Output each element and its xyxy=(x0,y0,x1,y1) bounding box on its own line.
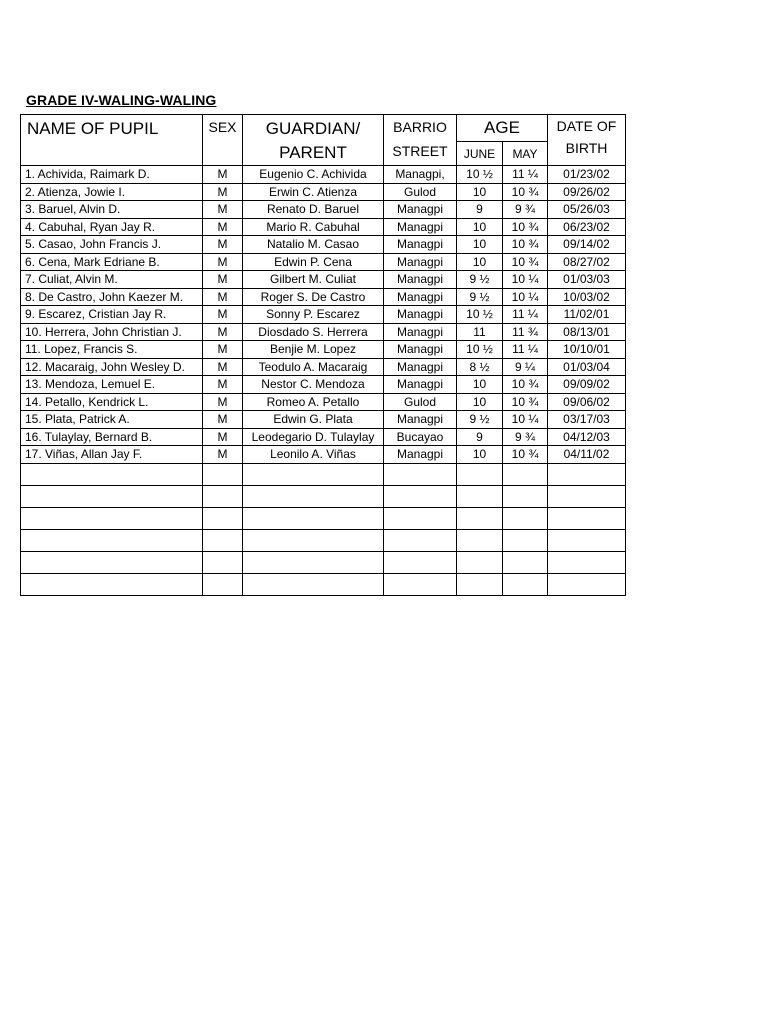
table-row xyxy=(21,201,626,219)
age-may-cell: 10 ¾ xyxy=(503,218,548,236)
sheet-title: GRADE IV-WALING-WALING xyxy=(26,92,217,108)
sex-cell: M xyxy=(203,358,243,376)
date-of-birth-cell: 08/27/02 xyxy=(548,253,626,271)
table-row xyxy=(21,183,626,201)
header-guardian-line2: PARENT xyxy=(279,143,347,162)
header-age-may: MAY xyxy=(503,142,548,166)
barrio-cell: Managpi xyxy=(384,253,457,271)
guardian-cell: Edwin G. Plata xyxy=(243,411,384,429)
header-guardian-parent xyxy=(243,115,384,166)
empty-cell xyxy=(548,463,626,485)
guardian-cell: Leodegario D. Tulaylay xyxy=(243,428,384,446)
barrio-cell: Managpi, xyxy=(384,166,457,184)
empty-cell xyxy=(503,551,548,573)
guardian-cell: Nestor C. Mendoza xyxy=(243,376,384,394)
barrio-cell: Managpi xyxy=(384,201,457,219)
empty-cell xyxy=(384,507,457,529)
barrio-cell: Gulod xyxy=(384,183,457,201)
empty-cell xyxy=(21,485,203,507)
age-june-cell: 8 ½ xyxy=(457,358,503,376)
age-june-cell: 9 xyxy=(457,201,503,219)
sex-cell: M xyxy=(203,428,243,446)
empty-row xyxy=(21,507,626,529)
empty-cell xyxy=(503,485,548,507)
barrio-cell: Managpi xyxy=(384,288,457,306)
age-june-cell: 10 xyxy=(457,236,503,254)
table-row xyxy=(21,446,626,464)
empty-cell xyxy=(243,573,384,595)
empty-cell xyxy=(457,551,503,573)
guardian-cell: Erwin C. Atienza xyxy=(243,183,384,201)
pupil-name-cell: 11. Lopez, Francis S. xyxy=(21,341,203,359)
barrio-cell: Managpi xyxy=(384,341,457,359)
age-june-cell: 9 xyxy=(457,428,503,446)
empty-cell xyxy=(203,507,243,529)
header-age: AGE xyxy=(457,115,548,142)
empty-row xyxy=(21,551,626,573)
sex-cell: M xyxy=(203,341,243,359)
age-may-cell: 10 ¾ xyxy=(503,446,548,464)
empty-cell xyxy=(384,463,457,485)
empty-cell xyxy=(21,463,203,485)
table-row xyxy=(21,341,626,359)
sex-cell: M xyxy=(203,411,243,429)
age-june-cell: 11 xyxy=(457,323,503,341)
empty-cell xyxy=(457,463,503,485)
empty-cell xyxy=(548,529,626,551)
age-june-cell: 10 xyxy=(457,376,503,394)
pupil-name-cell: 4. Cabuhal, Ryan Jay R. xyxy=(21,218,203,236)
barrio-cell: Managpi xyxy=(384,271,457,289)
sex-cell: M xyxy=(203,323,243,341)
age-june-cell: 10 ½ xyxy=(457,341,503,359)
table-row xyxy=(21,253,626,271)
barrio-cell: Managpi xyxy=(384,358,457,376)
date-of-birth-cell: 04/12/03 xyxy=(548,428,626,446)
empty-cell xyxy=(243,507,384,529)
empty-cell xyxy=(548,573,626,595)
sex-cell: M xyxy=(203,271,243,289)
date-of-birth-cell: 03/17/03 xyxy=(548,411,626,429)
age-may-cell: 11 ¼ xyxy=(503,306,548,324)
empty-row xyxy=(21,573,626,595)
pupil-name-cell: 5. Casao, John Francis J. xyxy=(21,236,203,254)
age-may-cell: 10 ¾ xyxy=(503,236,548,254)
age-june-cell: 9 ½ xyxy=(457,411,503,429)
pupil-name-cell: 16. Tulaylay, Bernard B. xyxy=(21,428,203,446)
sex-cell: M xyxy=(203,183,243,201)
table-row xyxy=(21,306,626,324)
guardian-cell: Benjie M. Lopez xyxy=(243,341,384,359)
empty-cell xyxy=(203,573,243,595)
age-june-cell: 10 ½ xyxy=(457,306,503,324)
empty-cell xyxy=(21,573,203,595)
guardian-cell: Natalio M. Casao xyxy=(243,236,384,254)
empty-cell xyxy=(384,551,457,573)
date-of-birth-cell: 09/06/02 xyxy=(548,393,626,411)
empty-cell xyxy=(384,573,457,595)
barrio-cell: Managpi xyxy=(384,306,457,324)
date-of-birth-cell: 06/23/02 xyxy=(548,218,626,236)
pupil-name-cell: 7. Culiat, Alvin M. xyxy=(21,271,203,289)
header-age-june: JUNE xyxy=(457,142,503,166)
table-row xyxy=(21,288,626,306)
barrio-cell: Bucayao xyxy=(384,428,457,446)
barrio-cell: Managpi xyxy=(384,446,457,464)
barrio-cell: Managpi xyxy=(384,411,457,429)
guardian-cell: Diosdado S. Herrera xyxy=(243,323,384,341)
empty-cell xyxy=(457,573,503,595)
age-june-cell: 10 xyxy=(457,446,503,464)
table-row xyxy=(21,323,626,341)
header-dob-line2: BIRTH xyxy=(565,140,608,156)
sex-cell: M xyxy=(203,376,243,394)
barrio-cell: Managpi xyxy=(384,236,457,254)
guardian-cell: Gilbert M. Culiat xyxy=(243,271,384,289)
sex-cell: M xyxy=(203,253,243,271)
date-of-birth-cell: 10/03/02 xyxy=(548,288,626,306)
sex-cell: M xyxy=(203,201,243,219)
guardian-cell: Renato D. Baruel xyxy=(243,201,384,219)
age-may-cell: 10 ¾ xyxy=(503,376,548,394)
date-of-birth-cell: 01/23/02 xyxy=(548,166,626,184)
pupil-roster-table xyxy=(20,114,626,596)
empty-cell xyxy=(243,485,384,507)
empty-cell xyxy=(203,529,243,551)
empty-cell xyxy=(457,529,503,551)
pupil-name-cell: 9. Escarez, Cristian Jay R. xyxy=(21,306,203,324)
table-row xyxy=(21,376,626,394)
pupil-name-cell: 10. Herrera, John Christian J. xyxy=(21,323,203,341)
guardian-cell: Teodulo A. Macaraig xyxy=(243,358,384,376)
age-may-cell: 10 ¾ xyxy=(503,253,548,271)
pupil-name-cell: 14. Petallo, Kendrick L. xyxy=(21,393,203,411)
table-row xyxy=(21,166,626,184)
empty-cell xyxy=(384,529,457,551)
header-name-of-pupil: NAME OF PUPIL xyxy=(21,115,203,166)
barrio-cell: Managpi xyxy=(384,323,457,341)
age-may-cell: 10 ¼ xyxy=(503,411,548,429)
header-sex: SEX xyxy=(203,115,243,166)
date-of-birth-cell: 04/11/02 xyxy=(548,446,626,464)
age-june-cell: 10 xyxy=(457,253,503,271)
empty-cell xyxy=(243,463,384,485)
pupil-name-cell: 1. Achivida, Raimark D. xyxy=(21,166,203,184)
age-may-cell: 11 ¼ xyxy=(503,166,548,184)
guardian-cell: Edwin P. Cena xyxy=(243,253,384,271)
empty-cell xyxy=(203,463,243,485)
pupil-name-cell: 15. Plata, Patrick A. xyxy=(21,411,203,429)
header-date-of-birth xyxy=(548,115,626,166)
table-row xyxy=(21,411,626,429)
sex-cell: M xyxy=(203,218,243,236)
table-row xyxy=(21,218,626,236)
date-of-birth-cell: 10/10/01 xyxy=(548,341,626,359)
barrio-cell: Managpi xyxy=(384,218,457,236)
empty-row xyxy=(21,463,626,485)
barrio-cell: Managpi xyxy=(384,376,457,394)
empty-cell xyxy=(457,507,503,529)
date-of-birth-cell: 01/03/04 xyxy=(548,358,626,376)
header-dob-line1: DATE OF xyxy=(556,118,617,134)
date-of-birth-cell: 08/13/01 xyxy=(548,323,626,341)
empty-cell xyxy=(503,529,548,551)
pupil-name-cell: 13. Mendoza, Lemuel E. xyxy=(21,376,203,394)
header-barrio-line2: STREET xyxy=(392,143,448,159)
age-june-cell: 10 xyxy=(457,218,503,236)
empty-cell xyxy=(21,507,203,529)
age-may-cell: 10 ¾ xyxy=(503,183,548,201)
age-may-cell: 11 ¾ xyxy=(503,323,548,341)
age-may-cell: 11 ¼ xyxy=(503,341,548,359)
table-row xyxy=(21,236,626,254)
pupil-name-cell: 17. Viñas, Allan Jay F. xyxy=(21,446,203,464)
sex-cell: M xyxy=(203,166,243,184)
age-june-cell: 10 xyxy=(457,393,503,411)
date-of-birth-cell: 01/03/03 xyxy=(548,271,626,289)
guardian-cell: Mario R. Cabuhal xyxy=(243,218,384,236)
table-row xyxy=(21,393,626,411)
empty-cell xyxy=(243,551,384,573)
sex-cell: M xyxy=(203,306,243,324)
table-row xyxy=(21,358,626,376)
age-june-cell: 10 ½ xyxy=(457,166,503,184)
header-barrio-street xyxy=(384,115,457,166)
sex-cell: M xyxy=(203,446,243,464)
guardian-cell: Leonilo A. Viñas xyxy=(243,446,384,464)
empty-row xyxy=(21,485,626,507)
sex-cell: M xyxy=(203,288,243,306)
age-june-cell: 9 ½ xyxy=(457,288,503,306)
empty-cell xyxy=(548,507,626,529)
pupil-name-cell: 2. Atienza, Jowie I. xyxy=(21,183,203,201)
guardian-cell: Sonny P. Escarez xyxy=(243,306,384,324)
date-of-birth-cell: 09/09/02 xyxy=(548,376,626,394)
sex-cell: M xyxy=(203,236,243,254)
age-may-cell: 9 ¾ xyxy=(503,428,548,446)
guardian-cell: Roger S. De Castro xyxy=(243,288,384,306)
date-of-birth-cell: 05/26/03 xyxy=(548,201,626,219)
age-may-cell: 9 ¼ xyxy=(503,358,548,376)
age-may-cell: 10 ¼ xyxy=(503,271,548,289)
date-of-birth-cell: 11/02/01 xyxy=(548,306,626,324)
guardian-cell: Eugenio C. Achivida xyxy=(243,166,384,184)
date-of-birth-cell: 09/26/02 xyxy=(548,183,626,201)
empty-cell xyxy=(503,573,548,595)
pupil-name-cell: 8. De Castro, John Kaezer M. xyxy=(21,288,203,306)
roster-body xyxy=(21,166,626,596)
date-of-birth-cell: 09/14/02 xyxy=(548,236,626,254)
guardian-cell: Romeo A. Petallo xyxy=(243,393,384,411)
empty-row xyxy=(21,529,626,551)
empty-cell xyxy=(548,551,626,573)
age-may-cell: 10 ¼ xyxy=(503,288,548,306)
empty-cell xyxy=(457,485,503,507)
header-guardian-line1: GUARDIAN/ xyxy=(265,119,361,138)
empty-cell xyxy=(203,485,243,507)
pupil-name-cell: 12. Macaraig, John Wesley D. xyxy=(21,358,203,376)
empty-cell xyxy=(548,485,626,507)
empty-cell xyxy=(21,529,203,551)
empty-cell xyxy=(503,507,548,529)
barrio-cell: Gulod xyxy=(384,393,457,411)
pupil-name-cell: 3. Baruel, Alvin D. xyxy=(21,201,203,219)
empty-cell xyxy=(203,551,243,573)
table-row xyxy=(21,271,626,289)
pupil-name-cell: 6. Cena, Mark Edriane B. xyxy=(21,253,203,271)
sex-cell: M xyxy=(203,393,243,411)
empty-cell xyxy=(503,463,548,485)
empty-cell xyxy=(384,485,457,507)
age-may-cell: 9 ¾ xyxy=(503,201,548,219)
empty-cell xyxy=(21,551,203,573)
age-june-cell: 10 xyxy=(457,183,503,201)
table-row xyxy=(21,428,626,446)
age-may-cell: 10 ¾ xyxy=(503,393,548,411)
empty-cell xyxy=(243,529,384,551)
header-barrio-line1: BARRIO xyxy=(393,119,447,135)
age-june-cell: 9 ½ xyxy=(457,271,503,289)
